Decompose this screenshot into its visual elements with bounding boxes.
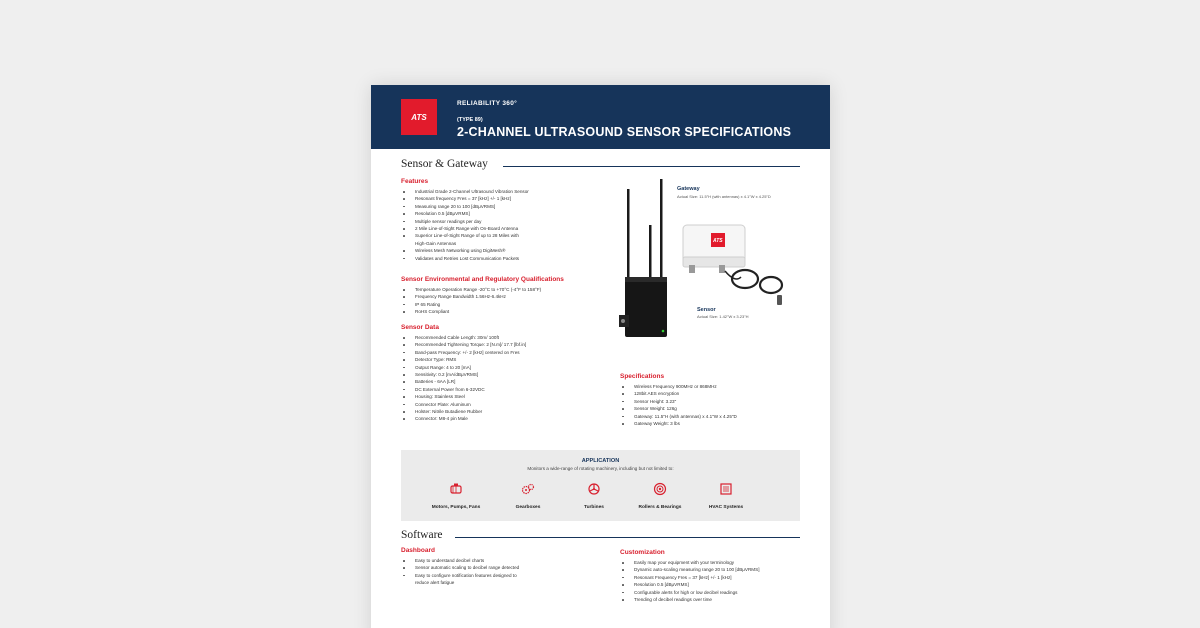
list-item: Resonant frequency Fres = 37 [kHz] +/- 1 [kHz] <box>401 195 529 202</box>
list-item: Sensor Height: 3.23" <box>620 398 737 405</box>
list-item: IP 65 Rating <box>401 301 541 308</box>
list-item: Resonant Frequency Fres = 37 [kHz] +/- 1 [kHz] <box>620 574 759 581</box>
list-item: Easy to configure notification features designed to <box>401 572 519 579</box>
type-label: (TYPE 89) <box>457 117 483 123</box>
application-item-hvac <box>691 482 761 510</box>
sensor-data-list <box>401 334 526 423</box>
list-item: Wireless Frequency 900MHz or 868MHz <box>620 383 737 390</box>
list-item: 128bit AES encryption <box>620 390 737 397</box>
list-item: Resolution 0.5 [dBμVRMS] <box>401 210 529 217</box>
features-list <box>401 188 529 262</box>
list-item: Sensor automatic scaling to decibel range detected <box>401 564 519 571</box>
list-item: Batteries - 6AA [LR] <box>401 378 526 385</box>
gateway-image <box>611 177 671 347</box>
list-item-continuation: reduce alert fatigue <box>415 580 455 586</box>
application-panel <box>401 450 800 521</box>
list-item: Sensitivity: 0.2 [mA/dBμVRMS] <box>401 371 526 378</box>
list-item: Validates and Retries Lost Communication Packets <box>401 255 529 262</box>
brand-label: RELIABILITY 360° <box>457 100 518 107</box>
application-label: Rollers & Bearings <box>638 505 682 510</box>
list-item: Detector Type: RMS <box>401 356 526 363</box>
list-item: Resolution 0.5 [dBμVRMS] <box>620 581 759 588</box>
gateway-size: Actual Size: 11.5"H (with antennas) x 4.1"W x 4.25"D <box>677 194 771 199</box>
sheet-header <box>371 85 830 149</box>
features-heading: Features <box>401 178 429 185</box>
spec-sheet <box>371 85 830 628</box>
list-item: Recommended Cable Length: 30m/ 100ft <box>401 334 526 341</box>
application-item-bearings <box>625 482 695 510</box>
sheet-title: 2-CHANNEL ULTRASOUND SENSOR SPECIFICATIONS <box>457 125 792 139</box>
turbine-icon <box>587 482 601 496</box>
section-divider <box>455 537 800 538</box>
specifications-heading: Specifications <box>620 373 665 380</box>
bearing-icon <box>653 482 667 496</box>
list-item: Dynamic auto-scaling measuring range 20 to 100 [dBμVRMS] <box>620 566 759 573</box>
list-item: Holster: Nitrile Butadiene Rubber <box>401 408 526 415</box>
list-item: Configurable alerts for high or low decibel readings <box>620 589 759 596</box>
list-item: Housing: Stainless Steel <box>401 393 526 400</box>
list-item: Wireless Mesh Networking using DigiMesh® <box>401 247 529 254</box>
sensor-logo-text: ATS <box>713 238 723 244</box>
gateway-label: Gateway <box>677 186 700 192</box>
list-item: DC External Power from 6-32VDC <box>401 386 526 393</box>
list-item: Easy to understand decibel charts <box>401 557 519 564</box>
application-description: Monitors a wide-range of rotating machinery, including but not limited to: <box>527 466 674 471</box>
specifications-list <box>620 383 737 427</box>
customization-list <box>620 559 759 603</box>
list-item: Recommended Tightening Torque: 2 [N.m]/ 17.7 [lbf.in] <box>401 341 526 348</box>
list-item: Industrial Grade 2-Channel Ultrasound Vibration Sensor <box>401 188 529 195</box>
application-title: APPLICATION <box>581 458 620 464</box>
section-title-sensor-gateway: Sensor & Gateway <box>401 158 488 170</box>
application-label: Motors, Pumps, Fans <box>431 505 481 510</box>
list-item: Measuring range 20 to 100 [dBμVRMS] <box>401 203 529 210</box>
application-label: Turbines <box>584 505 604 510</box>
list-item: RoHS Compliant <box>401 308 541 315</box>
motor-icon <box>449 482 463 496</box>
list-item: Frequency Range Bandwidth 1.56Hz-6.4kHz <box>401 293 541 300</box>
sensor-image <box>679 213 799 318</box>
sensor-label: Sensor <box>697 307 716 313</box>
list-item: Temperature Operation Range -20°C to +70°C (-4°F to 158°F) <box>401 286 541 293</box>
list-item: Trending of decibel readings over time <box>620 596 759 603</box>
sensor-size: Actual Size: 1.42"W x 3.23"H <box>697 314 749 319</box>
sensor-data-heading: Sensor Data <box>401 324 439 331</box>
customization-heading: Customization <box>620 549 665 556</box>
environmental-list <box>401 286 541 316</box>
list-item: Gateway Weight: 3 lbs <box>620 420 737 427</box>
dashboard-heading: Dashboard <box>401 547 435 554</box>
application-item-gearboxes <box>493 482 563 510</box>
list-item: Connector Plate: Aluminum <box>401 401 526 408</box>
list-item: Connector: M8-4 pin Male <box>401 415 526 422</box>
list-item: Superior Line-of-Sight Range of up to 28 Miles with <box>401 232 529 239</box>
application-label: HVAC Systems <box>708 505 744 510</box>
section-divider <box>503 166 800 167</box>
ats-logo: ATS <box>401 99 437 135</box>
application-label: Gearboxes <box>515 505 541 510</box>
list-item: Gateway: 11.5"H (with antennas) x 4.1"W x 4.25"D <box>620 413 737 420</box>
application-item-turbines <box>559 482 629 510</box>
list-item: 2 Mile Line-of-Sight Range with On-Board Antenna <box>401 225 529 232</box>
application-item-motors <box>421 482 491 510</box>
section-title-software: Software <box>401 529 443 541</box>
list-item: Easily map your equipment with your terminology <box>620 559 759 566</box>
hvac-icon <box>719 482 733 496</box>
list-item: Output Range: 4 to 20 [mA] <box>401 364 526 371</box>
list-item-continuation: High-Gain Antennas <box>415 240 457 246</box>
list-item: Band-pass Frequency: +/- 2 [kHz] centered on Fres <box>401 349 526 356</box>
gearbox-icon <box>521 482 535 496</box>
environmental-heading: Sensor Environmental and Regulatory Qualifications <box>401 276 564 283</box>
list-item: Sensor Weight: 126g <box>620 405 737 412</box>
dashboard-list <box>401 557 519 587</box>
list-item: Multiple sensor readings per day <box>401 218 529 225</box>
